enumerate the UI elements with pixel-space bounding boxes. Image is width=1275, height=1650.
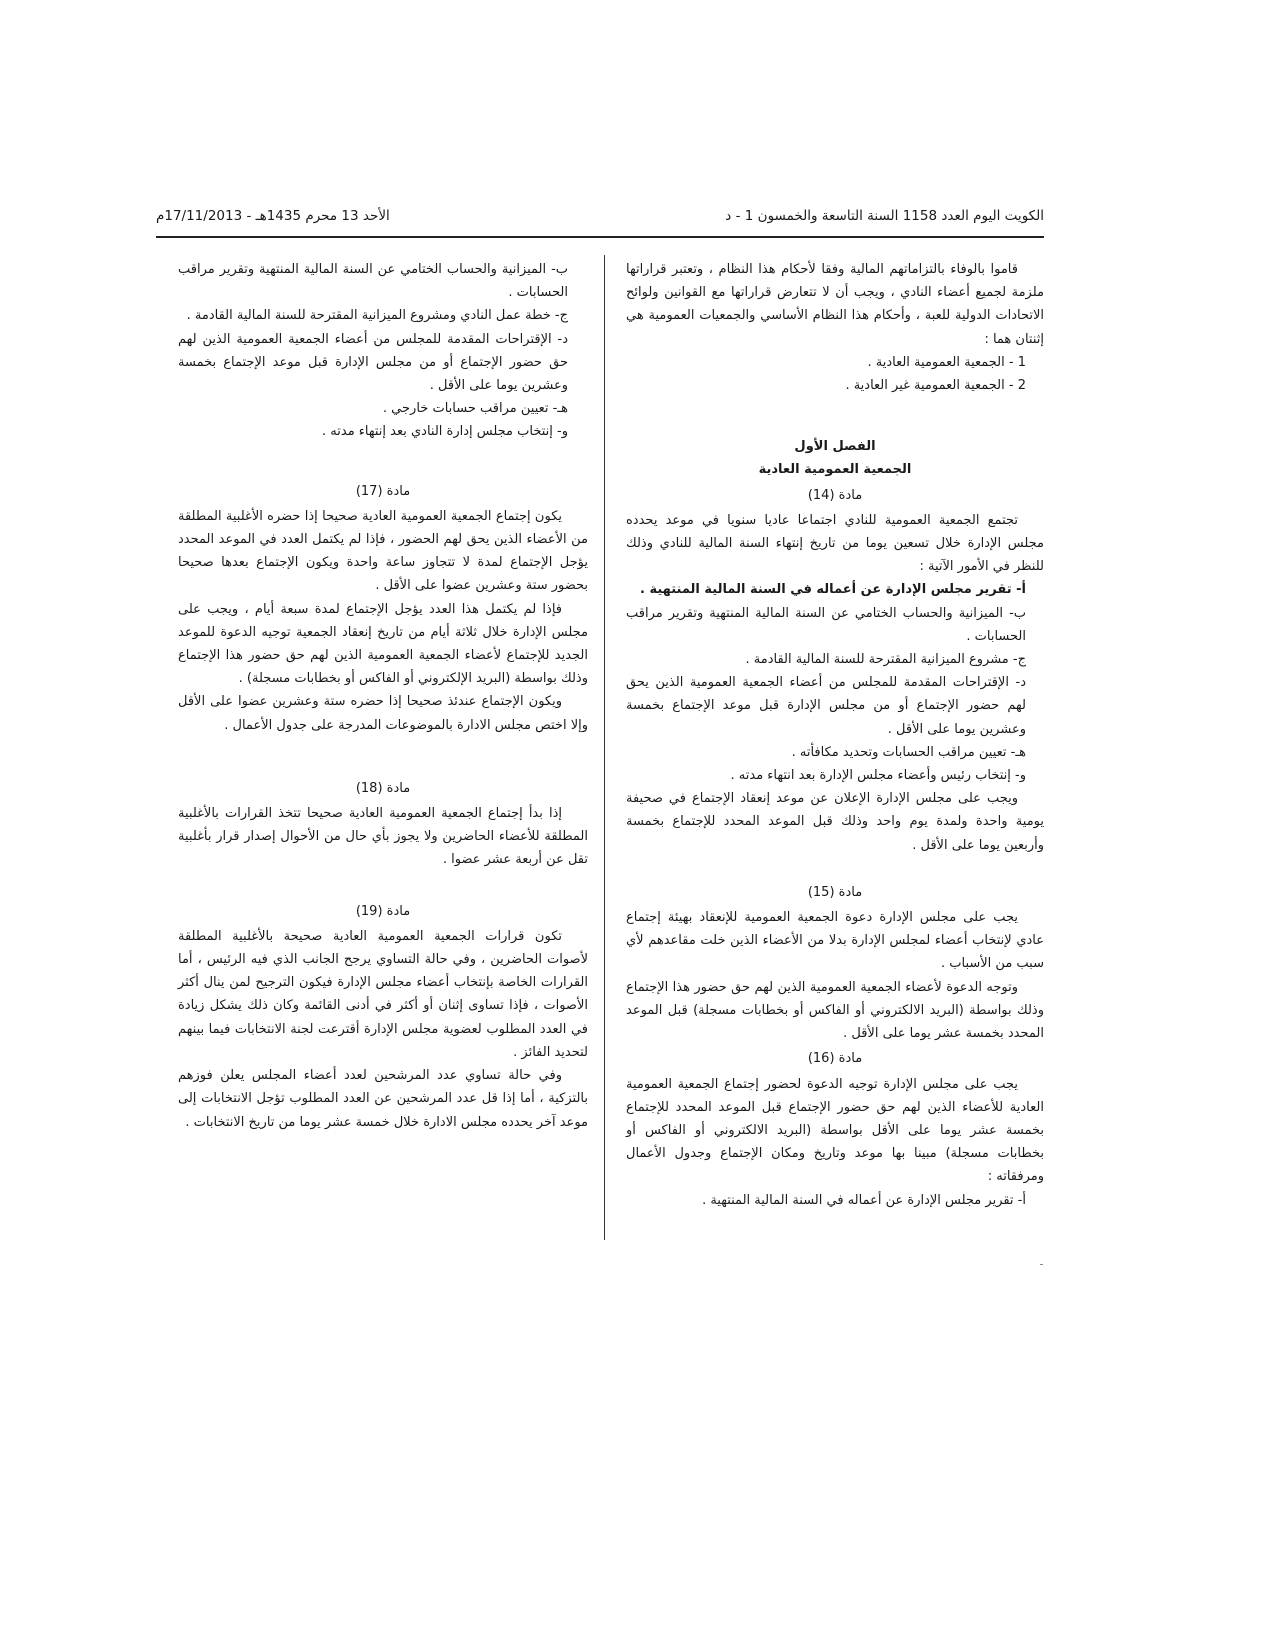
article-paragraph: يجب على مجلس الإدارة توجيه الدعوة لحضور إجتماع الجمعية العمومية العادية للأعضاء الذين لهم حق حضور الإجتماع قبل الموعد المحدد للإجتماع بخمسة عشر يوما على الأقل بواسطة (البريد الالكتروني أو الفاكس أو بخطابات مسجلة) مبينا بها موعد وتاريخ ومكان الإجتماع وجدول الأعمال ومرفقاته : [626,1076,1044,1185]
article-title: مادة (17) [355,483,411,499]
article-paragraph: ويكون الإجتماع عندئذ صحيحا إذا حضره ستة وعشرين عضوا على الأقل وإلا اختص مجلس الادارة بالموضوعات المدرجة على جدول الأعمال . [178,694,588,733]
chapter-heading [626,435,1044,481]
left-column [178,258,588,1134]
article-title: مادة (16) [807,1051,863,1067]
article-paragraph: تكون قرارات الجمعية العمومية العادية صحيحة بالأغلبية المطلقة لأصوات الحاضرين ، وفي حالة التساوي يرجح الجانب الذي فيه الرئيس ، أما القرارات الخاصة بإنتخاب أعضاء مجلس الإدارة فيكون الترجيح لمن ينال أكثر الأصوات ، فإذا تساوى إثنان أو أكثر في أدنى القائمة وكان ذلك يشكل زيادة في العدد المطلوب لعضوية مجلس الإدارة أقترعت لجنة الانتخابات فيما بينهم لتحديد الفائز . [178,928,588,1060]
list-item: أ- تقرير مجلس الإدارة عن أعماله في السنة المالية المنتهية . [702,1192,1026,1208]
list-item: هـ- تعيين مراقب حسابات خارجي . [382,401,568,417]
article-paragraph: تجتمع الجمعية العمومية للنادي اجتماعا عاديا سنويا في موعد يحدده مجلس الإدارة خلال تسعين يوما من تاريخ إنتهاء السنة المالية للنادي وذلك للنظر في الأمور الآتية : [626,512,1044,575]
chapter-title: الفصل الأول [794,439,876,455]
article-paragraph: إذا بدأ إجتماع الجمعية العمومية العادية صحيحا تتخذ القرارات بالأغلبية المطلقة للأعضاء الحاضرين ولا يجوز بأي حال من الأحوال إصدار قرار بأغلبية تقل عن أربعة عشر عضوا . [178,806,588,868]
article-paragraph: ويجب على مجلس الإدارة الإعلان عن موعد إنعقاد الإجتماع في صحيفة يومية واحدة ولمدة يوم واحد وذلك قبل الموعد المحدد للإجتماع بخمسة وأربعين يوما على الأقل . [626,791,1044,853]
intro-paragraph: قاموا بالوفاء بالتزاماتهم المالية وفقا لأحكام هذا النظام ، وتعتبر قراراتها ملزمة لجميع أعضاء النادي ، ويجب أن لا تتعارض قراراتها مع القوانين ولوائح الاتحادات الدولية للعبة ، وأحكام هذا النظام الأساسي والجمعيات العمومية هي إثنتان هما : [626,262,1044,347]
right-column [626,258,1044,1212]
header-date: الأحد 13 محرم 1435هـ - 17/11/2013م [156,208,390,224]
column-divider [604,255,605,1240]
list-item: ج- مشروع الميزانية المقترحة للسنة المالية القادمة . [745,652,1026,668]
chapter-subtitle: الجمعية العمومية العادية [758,462,912,478]
list-item: و- إنتخاب مجلس إدارة النادي بعد إنتهاء مدته . [322,424,568,440]
header-publication: الكويت اليوم العدد 1158 السنة التاسعة والخمسون 1 - د [725,208,1044,224]
article-title: مادة (14) [807,487,863,503]
article-paragraph: وفي حالة تساوي عدد المرشحين لعدد أعضاء المجلس يعلن فوزهم بالتزكية ، أما إذا قل عدد المرشحين عن العدد المطلوب تؤجل الانتخابات إلى موعد آخر يحدده مجلس الادارة خلال خمسة عشر يوما من تاريخ الانتخابات . [178,1068,588,1130]
article-paragraph: يجب على مجلس الإدارة دعوة الجمعية العمومية للإنعقاد بهيئة إجتماع عادي لإنتخاب أعضاء لمجلس الإدارة بدلا من الأعضاء الذين خلت مقاعدهم لأي سبب من الأسباب . [626,910,1044,972]
list-item: 1 - الجمعية العمومية العادية . [867,354,1026,370]
list-item: د- الإقتراحات المقدمة للمجلس من أعضاء الجمعية العمومية الذين يحق لهم حضور الإجتماع أو من مجلس الإدارة قبل موعد الإجتماع بخمسة وعشرين يوما على الأقل . [626,675,1026,737]
list-item: 2 - الجمعية العمومية غير العادية . [845,378,1026,394]
article-title: مادة (19) [355,903,411,919]
scan-speck [1040,1264,1043,1265]
page-header [156,204,1044,234]
list-item: د- الإقتراحات المقدمة للمجلس من أعضاء الجمعية العمومية الذين لهم حق حضور الإجتماع أو من مجلس الإدارة قبل موعد الإجتماع بخمسة وعشرين يوما على الأقل . [178,331,568,394]
list-item: ب- الميزانية والحساب الختامي عن السنة المالية المنتهية وتقرير مراقب الحسابات . [178,262,568,301]
article-paragraph: وتوجه الدعوة لأعضاء الجمعية العمومية الذين لهم حق حضور هذا الإجتماع وذلك بواسطة (البريد الالكتروني أو الفاكس أو بخطابات مسجلة) قبل الموعد المحدد بخمسة عشر يوما على الأقل . [626,979,1044,1042]
article-title: مادة (18) [355,780,411,796]
list-item: ب- الميزانية والحساب الختامي عن السنة المالية المنتهية وتقرير مراقب الحسابات . [626,605,1026,644]
article-title: مادة (15) [807,884,863,900]
header-rule [156,236,1044,238]
article-paragraph: فإذا لم يكتمل هذا العدد يؤجل الإجتماع لمدة سبعة أيام ، ويجب على مجلس الإدارة خلال ثلاثة أيام من تاريخ إنعقاد الجمعية توجيه الدعوة للموعد الجديد للإجتماع لأعضاء الجمعية العمومية الذين لهم حق حضور هذا الإجتماع وذلك بواسطة (البريد الإلكتروني أو الفاكس أو بخطابات مسجلة) . [178,601,588,687]
list-item: أ- تقرير مجلس الإدارة عن أعماله في السنة المالية المنتهية . [639,582,1026,598]
list-item: و- إنتخاب رئيس وأعضاء مجلس الإدارة بعد انتهاء مدته . [730,768,1026,784]
article-paragraph: يكون إجتماع الجمعية العمومية العادية صحيحا إذا حضره الأغلبية المطلقة من الأعضاء الذين يحق لهم الحضور ، فإذا لم يكتمل العدد في الموعد المحدد يؤجل الإجتماع لمدة لا تتجاوز ساعة واحدة ويكون الإجتماع بعدها صحيحا بحضور ستة وعشرين عضوا على الأقل . [178,508,588,594]
list-item: ج- خطة عمل النادي ومشروع الميزانية المقترحة للسنة المالية القادمة . [186,308,568,324]
list-item: هـ- تعيين مراقب الحسابات وتحديد مكافأته . [791,744,1026,760]
